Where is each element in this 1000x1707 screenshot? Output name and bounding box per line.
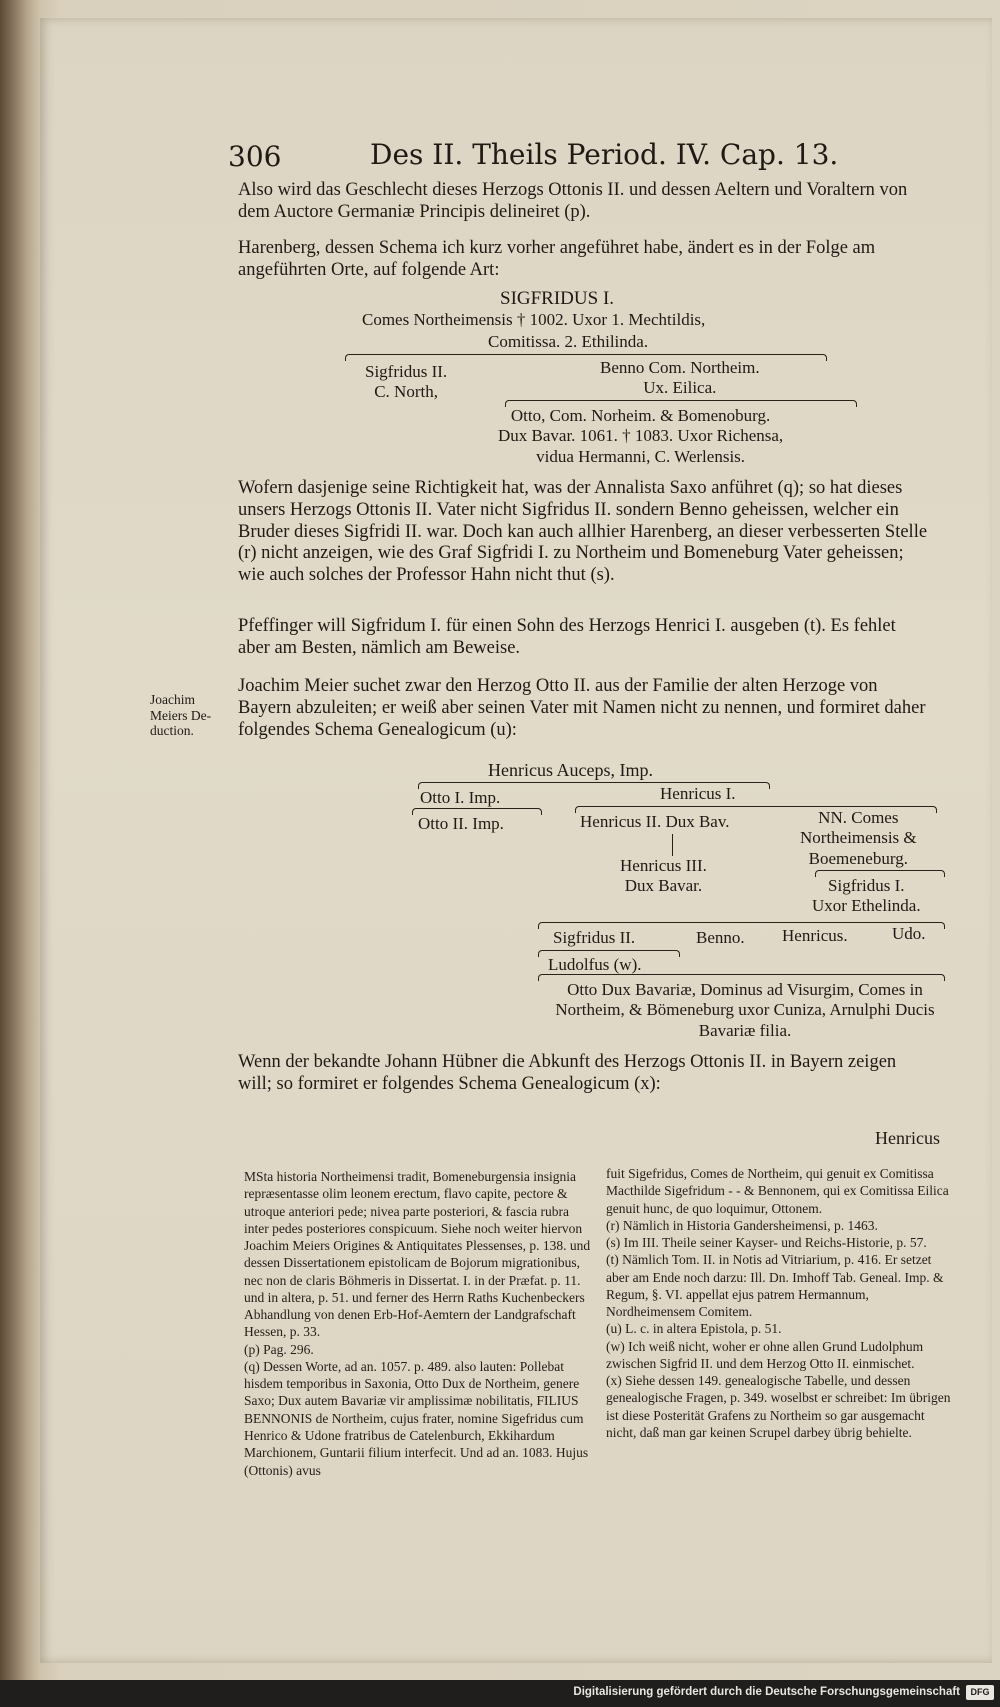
footnote-continuation: MSta historia Northeimensi tradit, Bomeneburgensia insignia repræsentasse olim leonem erectum, flavo capite, pectore & utroque anteriori pede; nivea parte posteriori, & fascia rubra inter pedes posteriores conspicuum. Siehe noch weiter hiervon Joachim Meiers Origines & Antiquitates Plessenses, p. 138. und dessen Dissertationem epistolicam de Bojorum migrationibus, nec non de claris Böhmeris in Dissertat. I. in der Præfat. p. 11. und in altera, p. 51. und ferner des Herrn Raths Kuchenbeckers Abhandlung von denen Erb-Hof-Aemtern der Landgrafschaft Hessen, p. 33. [244, 1169, 591, 1340]
scheme2-henricus2: Henricus II. Dux Bav. [580, 812, 730, 831]
scheme2-nn-comes: NN. Comes Northeimensis & Boemeneburg. [800, 808, 917, 868]
paragraph-6: Wenn der bekandte Johann Hübner die Abkunft des Herzogs Ottonis II. in Bayern zeigen will; so formiret er folgendes Schema Genealogicum (x): [238, 1052, 897, 1094]
scheme1-root-line3: Comitissa. 2. Ethilinda. [488, 332, 649, 351]
dfg-logo-icon: DFG [966, 1685, 994, 1700]
scheme2-son-2: Benno. [696, 928, 745, 947]
footnote-x: (x) Siehe dessen 149. genealogische Tabelle, und dessen genealogische Fragen, p. 349. woselbst er schreibet: Im übrigen ist diese Posterität Grafens zu Northeim so gar ausgemacht nicht, daß man gar keinen Scrupel darbey übrig behielte. [606, 1373, 951, 1440]
scheme2-otto2: Otto II. Imp. [418, 814, 504, 833]
footnote-s: (s) Im III. Theile seiner Kayser- und Reichs-Historie, p. 57. [606, 1235, 927, 1251]
scheme2-son-4: Udo. [892, 924, 926, 943]
scheme2-ludolfus: Ludolfus (w). [548, 955, 642, 974]
scheme1-grandchild-otto: Otto, Com. Norheim. & Bomenoburg. Dux Bavar. 1061. † 1083. Uxor Richensa, vidua Hermanni, C. Werlensis. [498, 406, 784, 466]
paragraph-1: Also wird das Geschlecht dieses Herzogs Ottonis II. und dessen Aeltern und Voraltern von dem Auctore Germaniæ Principis delineiret (p). [238, 180, 908, 222]
footnotes-right-column [606, 1165, 954, 1441]
dfg-credit: Digitalisierung gefördert durch die Deutsche Forschungsgemeinschaft [573, 1686, 960, 1698]
paragraph-4: Pfeffinger will Sigfridum I. für einen Sohn des Herzogs Henrici I. ausgeben (t). Es fehlet aber am Besten, nämlich am Beweise. [238, 616, 896, 658]
footnote-q: (q) Dessen Worte, ad an. 1057. p. 489. also lauten: Pollebat hisdem temporibus in Saxonia, Otto Dux de Northeim, genere Saxo; Dux autem Bavariæ vir amplissimæ nobilitatis, FILIUS BENNONIS de Northeim, cujus frater, nomine Sigefridus cum Henrico & Udone fratribus de Catelenburch, Ekkihardum Marchionem, Guntarii filium interfecit. Und ad an. 1083. Hujus (Ottonis) avus [244, 1358, 589, 1478]
scheme2-descent-line [672, 834, 673, 856]
running-title: Des II. Theils Period. IV. Cap. 13. [370, 138, 839, 171]
footnote-t: (t) Nämlich Tom. II. in Notis ad Vitriarium, p. 416. Er setzet aber am Ende noch darzu: Ill. Dn. Imhoff Tab. Geneal. Imp. & Regum, §. VI. appellat ejus patrem Hermannum, Nordheimensem Comitem. [606, 1252, 944, 1320]
footnote-w: (w) Ich weiß nicht, woher er ohne allen Grund Ludolphum zwischen Sigfrid II. und dem Herzog Otto II. einmischet. [606, 1338, 924, 1371]
footnote-r: (r) Nämlich in Historia Gandersheimensi, p. 1463. [606, 1217, 878, 1233]
scheme1-root-line2: Comes Northeimensis † 1002. Uxor 1. Mechtildis, [362, 310, 706, 329]
scheme3-catchword: Henricus [875, 1128, 940, 1148]
scheme1-child-benno: Benno Com. Northeim. Ux. Eilica. [600, 358, 760, 398]
scheme2-henricus3: Henricus III. Dux Bavar. [620, 856, 707, 896]
scheme2-otto-dux: Otto Dux Bavariæ, Dominus ad Visurgim, Comes in Northeim, & Bömeneburg uxor Cuniza, Arnulphi Ducis Bavariæ filia. [555, 980, 935, 1040]
scheme2-son-3: Henricus. [782, 926, 848, 945]
paragraph-2: Harenberg, dessen Schema ich kurz vorher angeführet habe, ändert es in der Folge am angeführten Orte, auf folgende Art: [238, 238, 876, 280]
scheme2-sigfridus1: Sigfridus I. Uxor Ethelinda. [812, 876, 921, 916]
footer-bar [0, 1680, 1000, 1707]
scheme2-root: Henricus Auceps, Imp. [488, 760, 653, 780]
footnote-u: (u) L. c. in altera Epistola, p. 51. [606, 1321, 782, 1337]
footnotes-left-column [244, 1168, 594, 1479]
paragraph-5: Joachim Meier suchet zwar den Herzog Otto II. aus der Familie der alten Herzoge von Bayern abzuleiten; er weiß aber seinen Vater mit Namen nicht zu nennen, und formiret daher folgendes Schema Genealogicum (u): [238, 676, 926, 740]
scheme2-son-1: Sigfridus II. [553, 928, 636, 947]
footnote-q-continuation: fuit Sigefridus, Comes de Northeim, qui genuit ex Comitissa Macthilde Sigefridum - - & Bennonem, qui ex Comitissa Eilica genuit hunc, de quo loquimur, Ottonem. [606, 1166, 949, 1216]
scheme1-root-name: SIGFRIDUS I. [500, 288, 615, 309]
scheme2-henricus1: Henricus I. [660, 784, 736, 803]
scheme1-child-sigfridus: Sigfridus II. C. North, [365, 362, 448, 402]
footnote-p: (p) Pag. 296. [244, 1341, 314, 1357]
paragraph-3: Wofern dasjenige seine Richtigkeit hat, was der Annalista Saxo anführet (q); so hat dieses unsers Herzogs Ottonis II. Vater nicht Sigfridus II. sondern Benno geheissen, welcher ein Bruder dieses Sigfridi II. war. Doch kan auch allhier Harenberg, an dieser verbesserten Stelle (r) nicht anzeigen, wie des Graf Sigfridi I. zu Northeim und Bomeneburg Vater geheissen; wie auch solches der Professor Hahn nicht thut (s). [238, 478, 928, 586]
marginal-note: Joachim Meiers De- duction. [150, 692, 212, 739]
scheme2-otto1: Otto I. Imp. [420, 788, 501, 807]
page-number: 306 [228, 140, 282, 173]
